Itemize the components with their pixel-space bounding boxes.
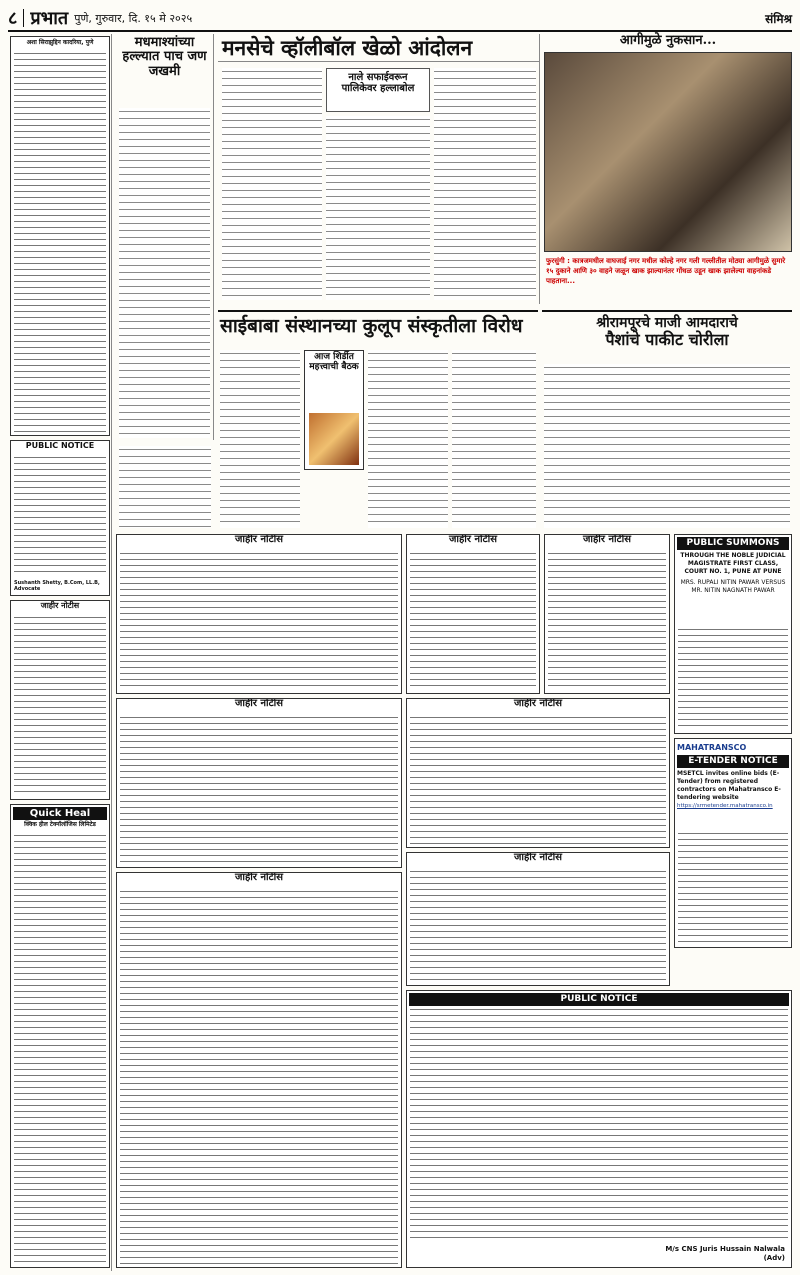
summons-parties: MRS. RUPALI NITIN PAWAR VERSUS MR. NITIN NAGNATH PAWAR [680, 579, 786, 594]
etender-url[interactable]: https://srmetender.mahatransco.in [677, 803, 773, 809]
col2-story-b [116, 444, 214, 530]
notice-a-title: जाहीर नोटीस [234, 534, 283, 545]
notice-b [406, 534, 540, 694]
mns-text-col1 [222, 68, 322, 300]
notice-a [116, 534, 402, 694]
summons-text [678, 627, 788, 730]
left-column [8, 34, 112, 1271]
shrirampur-headline-1: श्रीरामपूरचे माजी आमदाराचे [596, 315, 738, 331]
public-notice-box [10, 440, 110, 596]
saibaba-text-col2 [368, 350, 448, 528]
public-notice-text [14, 455, 106, 577]
etender-details [678, 831, 788, 944]
classified-title: अशा सिराझुद्दिन कादरिया, पुणे [26, 39, 94, 46]
fire-photo-caption [546, 256, 790, 286]
notice-d [116, 698, 402, 868]
notice-c-title: जाहीर नोटीस [582, 534, 631, 545]
mns-headline: मनसेचे व्हॉलीबॉल खेळो आंदोलन [218, 34, 539, 62]
public-notice-signer: Sushanth Shetty, B.Com, LL.B, Advocate [14, 580, 100, 592]
notice-f-text [410, 869, 666, 982]
etender-title: E-TENDER NOTICE [677, 755, 789, 768]
public-notice-title: PUBLIC NOTICE [25, 441, 95, 450]
mns-sub-headline: नाले सफाईवरून पालिकेवर हल्लाबोल [341, 72, 415, 94]
saibaba-story [218, 310, 538, 530]
shrirampur-text [544, 364, 790, 528]
notice-b-text [410, 551, 536, 690]
notice-c [544, 534, 670, 694]
edition-date: पुणे, गुरुवार, दि. १५ मे २०२५ [74, 11, 193, 25]
mns-text-col3 [434, 68, 536, 300]
notice-g-text [120, 889, 398, 1264]
masthead [8, 6, 792, 32]
quick-heal-subtitle: क्विक हील टेक्नॉलॉजिस लिमिटेड [24, 821, 96, 828]
marathi-notice-box [10, 600, 110, 800]
shirdi-photo [309, 413, 359, 465]
saibaba-text-col3 [452, 350, 536, 528]
saibaba-headline: साईबाबा संस्थानच्या कुलूप संस्कृतीला विरोध [220, 315, 523, 337]
notice-d-text [120, 715, 398, 864]
divider [23, 9, 24, 27]
notice-g-title: जाहीर नोटीस [234, 872, 283, 883]
notice-d-title: जाहीर नोटीस [234, 698, 283, 709]
etender-text: MSETCL invites online bids (E-Tender) from registered contractors on Mahatransco E-tendering website [677, 770, 781, 801]
quick-heal-title: Quick Heal [13, 807, 107, 820]
shrirampur-headline-2: पैशांचे पाकीट चोरीला [605, 330, 729, 350]
shirdi-box-headline: आज शिर्डीत महत्त्वाची बैठक [309, 352, 359, 372]
section-name: संमिश्र [765, 11, 792, 26]
public-summons [674, 534, 792, 734]
etender-box [674, 738, 792, 948]
notice-f [406, 852, 670, 986]
fire-photo-block [544, 34, 792, 304]
notice-a-text [120, 551, 398, 690]
notice-c-text [548, 551, 666, 690]
notice-e [406, 698, 670, 848]
fire-photo-headline: आगीमुळे नुकसान... [619, 33, 717, 48]
quick-heal-text [14, 833, 106, 1264]
shrirampur-story [542, 310, 792, 530]
shirdi-box [304, 350, 364, 470]
fire-photo [544, 52, 792, 252]
public-notice-right-title: PUBLIC NOTICE [409, 993, 789, 1006]
mahatransco-logo: MAHATRANSCO [677, 743, 747, 752]
bee-story [116, 34, 214, 440]
bee-story-text [119, 108, 210, 438]
mns-text-col2 [326, 116, 430, 300]
mns-story [218, 34, 540, 304]
brand-logo: प्रभात [30, 8, 69, 29]
summons-sub: THROUGH THE NOBLE JUDICIAL MAGISTRATE FIRST CLASS, COURT NO. 1, PUNE AT PUNE [680, 552, 786, 575]
col2-text-b [119, 446, 211, 528]
summons-title: PUBLIC SUMMONS [677, 537, 789, 550]
quick-heal-box [10, 804, 110, 1268]
page-number: ८ [8, 8, 18, 29]
classified-text [14, 51, 106, 432]
caption-prefix: फुरसुंगी : [546, 257, 570, 265]
notice-f-title: जाहीर नोटीस [513, 852, 562, 863]
public-notice-right-signer: M/s CNS Juris Hussain Nalwala (Adv) [665, 1245, 785, 1262]
caption-text: कात्रजमधील वाघजाई नगर मधील कोल्हे नगर गली गल्लीतील मोठ्या आगीमुळे सुमारे १५ दुकाने आणि ३० वाहने जळून खाक झाल्यानंतर गोंधळ उडून खाक झालेल्या वाहनांकडे पाहताना... [546, 257, 786, 285]
notice-e-title: जाहीर नोटीस [513, 698, 562, 709]
public-notice-right [406, 990, 792, 1268]
mns-sub-headline-box [326, 68, 430, 112]
public-notice-right-text [410, 1007, 788, 1241]
bee-headline: मधमाश्यांच्या हल्ल्यात पाच जण जखमी [122, 35, 207, 79]
marathi-notice-title: जाहीर नोटीस [40, 601, 80, 610]
notice-b-title: जाहीर नोटीस [448, 534, 497, 545]
saibaba-text-col1 [220, 350, 300, 528]
classified-box [10, 36, 110, 436]
marathi-notice-text [14, 615, 106, 796]
notice-g [116, 872, 402, 1268]
notice-e-text [410, 715, 666, 844]
